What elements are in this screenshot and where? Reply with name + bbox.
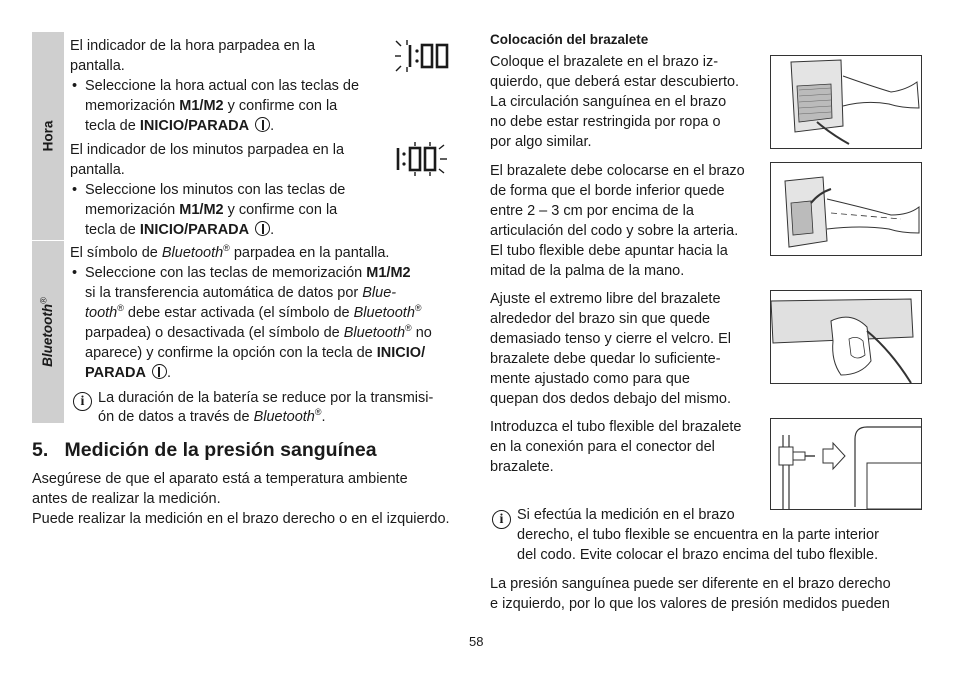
- p2-line: entre 2 – 3 cm por encima de la: [490, 203, 694, 219]
- bluetooth-bullet-line-5: aparece) y confirme la opción con la tecla de INICIO/: [85, 345, 426, 361]
- p1-line: no debe estar restringida por ropa o: [490, 114, 721, 130]
- p4-line: brazalete.: [490, 459, 554, 475]
- bluetooth-bullet-line-6: PARADA .: [85, 365, 172, 381]
- lcd-minute-display: [393, 141, 453, 177]
- cuff-on-arm-illustration: [770, 55, 922, 149]
- p1-line: La circulación sanguínea en el brazo: [490, 94, 727, 110]
- bullet-dot: •: [72, 78, 78, 94]
- section-line-1: Asegúrese de que el aparato está a temperatura ambiente: [32, 471, 408, 487]
- bluetooth-note-line-1: La duración de la batería se reduce por la transmisi-: [98, 390, 434, 406]
- velcro-closing-illustration: [770, 290, 922, 384]
- minute-bullet-line-3: tecla de INICIO/PARADA .: [85, 222, 275, 238]
- p2-line: El brazalete debe colocarse en el brazo: [490, 163, 745, 179]
- hour-bullet-line-3: tecla de INICIO/PARADA .: [85, 118, 275, 134]
- bluetooth-line-1: El símbolo de Bluetooth® parpadea en la pantalla.: [70, 243, 390, 261]
- minute-text-line-1: El indicador de los minutos parpadea en la: [70, 142, 345, 158]
- bluetooth-bullet-line-4: parpadea) o desactivada (el símbolo de Bluetooth® no: [85, 323, 432, 341]
- p2-line: de forma que el borde inferior quede: [490, 183, 725, 199]
- p4-line: Introduzca el tubo flexible del brazalete: [490, 419, 742, 435]
- power-button-icon: [255, 221, 270, 236]
- section-line-2: antes de realizar la medición.: [32, 491, 221, 507]
- power-button-icon: [255, 117, 270, 132]
- p5-line: e izquierdo, por lo que los valores de presión medidos pueden: [490, 596, 890, 612]
- svg-text:1:00: 1:00: [393, 141, 395, 142]
- right-note-line: del codo. Evite colocar el brazo encima del tubo flexible.: [517, 547, 879, 563]
- sidebar-label-hora: Hora: [39, 120, 55, 152]
- cuff-position-illustration: [770, 162, 922, 256]
- bullet-dot: •: [72, 182, 78, 198]
- bluetooth-bullet-line-2: si la transferencia automática de datos por Blue-: [85, 285, 397, 301]
- p5-line: La presión sanguínea puede ser diferente en el brazo derecho: [490, 576, 891, 592]
- power-button-icon: [152, 364, 167, 379]
- hour-bullet-line-1: Seleccione la hora actual con las teclas de: [85, 78, 360, 94]
- p3-line: alrededor del brazo sin que quede: [490, 311, 711, 327]
- p2-line: mitad de la palma de la mano.: [490, 263, 685, 279]
- p3-line: demasiado tenso y cierre el velcro. El: [490, 331, 731, 347]
- minute-bullet-line-1: Seleccione los minutos con las teclas de: [85, 182, 346, 198]
- minute-text-line-2: pantalla.: [70, 162, 125, 178]
- lcd-hour-display: [393, 38, 453, 74]
- page-number: 58: [469, 634, 484, 649]
- section-heading: 5. Medición de la presión sanguínea: [32, 439, 377, 461]
- hour-bullet-line-2: memorización M1/M2 y confirme con la: [85, 98, 338, 114]
- sidebar-label-bluetooth: Bluetooth®: [38, 297, 56, 367]
- p3-line: mente ajustado como para que: [490, 371, 690, 387]
- right-note-line: Si efectúa la medición en el brazo: [517, 507, 735, 523]
- p1-line: quierdo, que deberá estar descubierto.: [490, 74, 740, 90]
- p3-line: quepan dos dedos debajo del mismo.: [490, 391, 732, 407]
- connector-illustration: [770, 418, 922, 510]
- bluetooth-bullet-line-1: Seleccione con las teclas de memorización M1/M2: [85, 265, 411, 281]
- minute-bullet-line-2: memorización M1/M2 y confirme con la: [85, 202, 338, 218]
- info-icon: i: [73, 392, 92, 411]
- section-line-3: Puede realizar la medición en el brazo derecho o en el izquierdo.: [32, 511, 450, 527]
- p1-line: Coloque el brazalete en el brazo iz-: [490, 54, 719, 70]
- p3-line: brazalete debe quedar lo suficiente-: [490, 351, 721, 367]
- p1-line: por algo similar.: [490, 134, 592, 150]
- hour-text-line-2: pantalla.: [70, 58, 125, 74]
- hour-text-line-1: El indicador de la hora parpadea en la: [70, 38, 316, 54]
- p2-line: El tubo flexible debe apuntar hacia la: [490, 243, 728, 259]
- info-icon: i: [492, 510, 511, 529]
- bluetooth-bullet-line-3: tooth® debe estar activada (el símbolo de Bluetooth®: [85, 303, 422, 321]
- p4-line: en la conexión para el conector del: [490, 439, 715, 455]
- p3-line: Ajuste el extremo libre del brazalete: [490, 291, 721, 307]
- subheading: Colocación del brazalete: [490, 32, 649, 47]
- right-note-line: derecho, el tubo flexible se encuentra en la parte interior: [517, 527, 879, 543]
- p2-line: articulación del codo y sobre la arteria.: [490, 223, 739, 239]
- bluetooth-note-line-2: ón de datos a través de Bluetooth®.: [98, 407, 326, 425]
- svg-text:1:00: 1:00: [393, 38, 395, 39]
- bullet-dot: •: [72, 265, 78, 281]
